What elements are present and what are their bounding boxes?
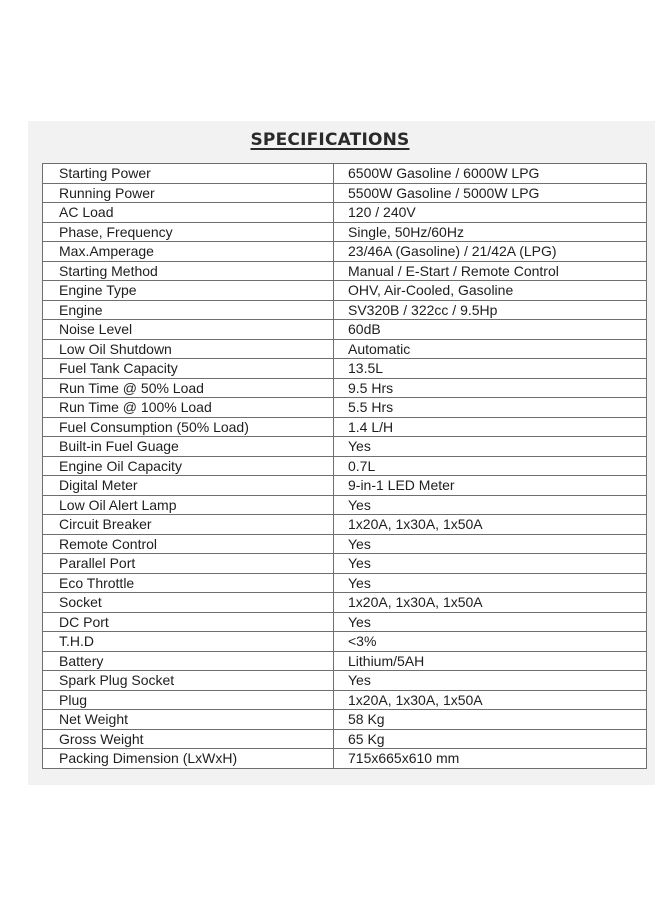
- spec-value: 715x665x610 mm: [334, 749, 647, 769]
- spec-value: Yes: [334, 437, 647, 457]
- spec-label: Starting Power: [43, 164, 334, 184]
- spec-label: Spark Plug Socket: [43, 671, 334, 691]
- spec-value: 1.4 L/H: [334, 417, 647, 437]
- spec-label: Engine Type: [43, 281, 334, 301]
- table-row: [43, 378, 647, 398]
- table-row: [43, 729, 647, 749]
- table-row: [43, 554, 647, 574]
- table-row: [43, 417, 647, 437]
- spec-label: Running Power: [43, 183, 334, 203]
- spec-value: 13.5L: [334, 359, 647, 379]
- spec-value: Yes: [334, 573, 647, 593]
- spec-value: Lithium/5AH: [334, 651, 647, 671]
- spec-value: 1x20A, 1x30A, 1x50A: [334, 593, 647, 613]
- table-row: [43, 593, 647, 613]
- table-row: [43, 515, 647, 535]
- table-row: [43, 651, 647, 671]
- spec-label: Phase, Frequency: [43, 222, 334, 242]
- spec-value: 1x20A, 1x30A, 1x50A: [334, 515, 647, 535]
- table-row: [43, 534, 647, 554]
- spec-value: 6500W Gasoline / 6000W LPG: [334, 164, 647, 184]
- spec-value: 9.5 Hrs: [334, 378, 647, 398]
- spec-label: Battery: [43, 651, 334, 671]
- table-row: [43, 222, 647, 242]
- spec-value: SV320B / 322cc / 9.5Hp: [334, 300, 647, 320]
- table-row: [43, 476, 647, 496]
- spec-value: 58 Kg: [334, 710, 647, 730]
- spec-label: Engine Oil Capacity: [43, 456, 334, 476]
- table-row: [43, 573, 647, 593]
- spec-label: Low Oil Shutdown: [43, 339, 334, 359]
- spec-value: Yes: [334, 671, 647, 691]
- title-text: SPECIFICATIONS: [250, 130, 410, 150]
- table-row: [43, 242, 647, 262]
- spec-label: Socket: [43, 593, 334, 613]
- table-row: [43, 203, 647, 223]
- table-row: [43, 495, 647, 515]
- table-row: [43, 456, 647, 476]
- spec-value: <3%: [334, 632, 647, 652]
- spec-label: AC Load: [43, 203, 334, 223]
- page-title: [0, 130, 660, 150]
- spec-label: T.H.D: [43, 632, 334, 652]
- spec-label: Fuel Consumption (50% Load): [43, 417, 334, 437]
- spec-value: Single, 50Hz/60Hz: [334, 222, 647, 242]
- spec-label: Max.Amperage: [43, 242, 334, 262]
- table-row: [43, 749, 647, 769]
- table-row: [43, 300, 647, 320]
- spec-value: 23/46A (Gasoline) / 21/42A (LPG): [334, 242, 647, 262]
- spec-table: [42, 163, 647, 769]
- spec-label: Noise Level: [43, 320, 334, 340]
- spec-value: Automatic: [334, 339, 647, 359]
- table-row: [43, 359, 647, 379]
- table-row: [43, 339, 647, 359]
- table-row: [43, 398, 647, 418]
- table-row: [43, 612, 647, 632]
- table-row: [43, 632, 647, 652]
- spec-value: OHV, Air-Cooled, Gasoline: [334, 281, 647, 301]
- table-row: [43, 437, 647, 457]
- spec-label: Run Time @ 50% Load: [43, 378, 334, 398]
- table-row: [43, 690, 647, 710]
- table-row: [43, 671, 647, 691]
- spec-label: Built-in Fuel Guage: [43, 437, 334, 457]
- spec-label: Circuit Breaker: [43, 515, 334, 535]
- spec-value: 9-in-1 LED Meter: [334, 476, 647, 496]
- spec-value: Yes: [334, 534, 647, 554]
- spec-label: Low Oil Alert Lamp: [43, 495, 334, 515]
- spec-value: 5.5 Hrs: [334, 398, 647, 418]
- spec-label: Starting Method: [43, 261, 334, 281]
- spec-label: Eco Throttle: [43, 573, 334, 593]
- spec-label: Engine: [43, 300, 334, 320]
- spec-label: Gross Weight: [43, 729, 334, 749]
- spec-label: Plug: [43, 690, 334, 710]
- spec-value: 65 Kg: [334, 729, 647, 749]
- spec-label: DC Port: [43, 612, 334, 632]
- spec-value: 0.7L: [334, 456, 647, 476]
- table-row: [43, 710, 647, 730]
- spec-value: 120 / 240V: [334, 203, 647, 223]
- spec-value: 60dB: [334, 320, 647, 340]
- spec-label: Packing Dimension (LxWxH): [43, 749, 334, 769]
- spec-label: Run Time @ 100% Load: [43, 398, 334, 418]
- spec-label: Remote Control: [43, 534, 334, 554]
- spec-value: 5500W Gasoline / 5000W LPG: [334, 183, 647, 203]
- table-row: [43, 261, 647, 281]
- table-row: [43, 183, 647, 203]
- spec-label: Digital Meter: [43, 476, 334, 496]
- spec-label: Fuel Tank Capacity: [43, 359, 334, 379]
- spec-label: Net Weight: [43, 710, 334, 730]
- spec-value: Manual / E-Start / Remote Control: [334, 261, 647, 281]
- spec-label: Parallel Port: [43, 554, 334, 574]
- table-row: [43, 164, 647, 184]
- spec-value: 1x20A, 1x30A, 1x50A: [334, 690, 647, 710]
- spec-value: Yes: [334, 495, 647, 515]
- table-row: [43, 320, 647, 340]
- table-row: [43, 281, 647, 301]
- spec-value: Yes: [334, 554, 647, 574]
- spec-value: Yes: [334, 612, 647, 632]
- spec-table-body: [43, 164, 647, 769]
